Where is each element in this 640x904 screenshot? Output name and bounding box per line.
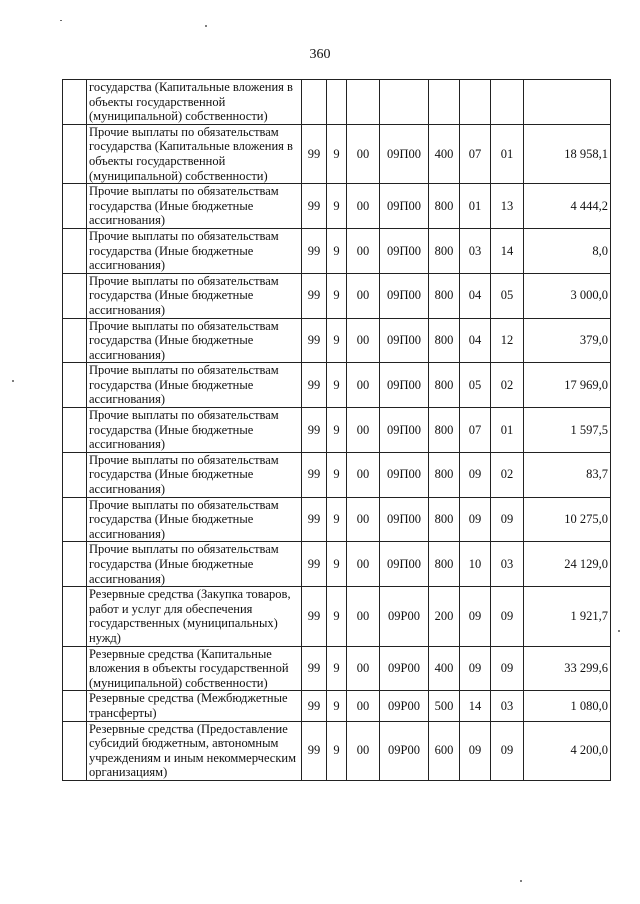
table-row (63, 80, 611, 125)
row-blank-cell (63, 691, 87, 721)
row-code-cell-c7: 02 (491, 452, 524, 497)
row-name-cell: Резервные средства (Закупка товаров, работ и услуг для обеспечения государственных (муниципальных) нужд) (87, 587, 302, 646)
row-code-cell-c5 (429, 80, 460, 125)
table-row (63, 587, 611, 646)
row-code-cell-c6: 10 (460, 542, 491, 587)
row-code-cell-c4: 09П00 (380, 184, 429, 229)
row-blank-cell (63, 452, 87, 497)
row-sum-cell: 4 200,0 (524, 721, 611, 780)
row-code-cell-c1: 99 (302, 542, 327, 587)
row-code-cell-c6: 03 (460, 228, 491, 273)
row-blank-cell (63, 228, 87, 273)
row-code-cell-c1: 99 (302, 721, 327, 780)
row-blank-cell (63, 80, 87, 125)
row-name-cell: Резервные средства (Предоставление субсидий бюджетным, автономным учреждениям и иным некоммерческим организациям) (87, 721, 302, 780)
row-code-cell-c3: 00 (347, 184, 380, 229)
row-sum-cell: 17 969,0 (524, 363, 611, 408)
row-code-cell-c3: 00 (347, 497, 380, 542)
row-code-cell-c2: 9 (327, 452, 347, 497)
row-code-cell-c5: 800 (429, 408, 460, 453)
table-row (63, 363, 611, 408)
row-code-cell-c4: 09П00 (380, 273, 429, 318)
row-code-cell-c6: 14 (460, 691, 491, 721)
row-blank-cell (63, 497, 87, 542)
row-blank-cell (63, 587, 87, 646)
row-code-cell-c5: 800 (429, 542, 460, 587)
row-name-cell: Прочие выплаты по обязательствам государства (Иные бюджетные ассигнования) (87, 452, 302, 497)
table-row (63, 184, 611, 229)
row-code-cell-c3: 00 (347, 452, 380, 497)
row-code-cell-c5: 500 (429, 691, 460, 721)
row-code-cell-c1: 99 (302, 228, 327, 273)
row-code-cell-c4: 09Р00 (380, 646, 429, 691)
row-code-cell-c4: 09П00 (380, 542, 429, 587)
row-blank-cell (63, 408, 87, 453)
row-sum-cell: 3 000,0 (524, 273, 611, 318)
row-sum-cell (524, 80, 611, 125)
row-code-cell-c1: 99 (302, 124, 327, 183)
table-row (63, 691, 611, 721)
row-name-cell: Прочие выплаты по обязательствам государства (Иные бюджетные ассигнования) (87, 184, 302, 229)
row-code-cell-c6: 09 (460, 721, 491, 780)
scan-speck (60, 20, 62, 21)
row-code-cell-c6: 04 (460, 318, 491, 363)
row-code-cell-c3: 00 (347, 721, 380, 780)
row-code-cell-c7: 09 (491, 721, 524, 780)
row-code-cell-c6 (460, 80, 491, 125)
row-code-cell-c3: 00 (347, 408, 380, 453)
row-code-cell-c7: 12 (491, 318, 524, 363)
row-code-cell-c6: 09 (460, 452, 491, 497)
row-code-cell-c2: 9 (327, 363, 347, 408)
row-code-cell-c6: 01 (460, 184, 491, 229)
row-code-cell-c4: 09Р00 (380, 691, 429, 721)
row-code-cell-c3: 00 (347, 318, 380, 363)
row-code-cell-c2: 9 (327, 228, 347, 273)
row-code-cell-c3: 00 (347, 691, 380, 721)
row-code-cell-c6: 09 (460, 587, 491, 646)
row-code-cell-c2: 9 (327, 497, 347, 542)
scan-speck (205, 25, 207, 27)
row-code-cell-c5: 800 (429, 363, 460, 408)
row-code-cell-c7 (491, 80, 524, 125)
row-code-cell-c7: 02 (491, 363, 524, 408)
row-blank-cell (63, 184, 87, 229)
row-code-cell-c7: 01 (491, 408, 524, 453)
row-code-cell-c2: 9 (327, 273, 347, 318)
scan-speck (12, 380, 14, 382)
row-code-cell-c3: 00 (347, 646, 380, 691)
table-row (63, 273, 611, 318)
budget-table (62, 79, 611, 781)
row-code-cell-c7: 03 (491, 542, 524, 587)
row-name-cell: Прочие выплаты по обязательствам государства (Иные бюджетные ассигнования) (87, 497, 302, 542)
row-code-cell-c2: 9 (327, 408, 347, 453)
row-code-cell-c7: 01 (491, 124, 524, 183)
row-code-cell-c4: 09П00 (380, 124, 429, 183)
table-row (63, 408, 611, 453)
row-blank-cell (63, 318, 87, 363)
row-code-cell-c5: 200 (429, 587, 460, 646)
row-code-cell-c1: 99 (302, 646, 327, 691)
row-name-cell: Прочие выплаты по обязательствам государства (Иные бюджетные ассигнования) (87, 228, 302, 273)
table-row (63, 542, 611, 587)
row-name-cell: Прочие выплаты по обязательствам государства (Иные бюджетные ассигнования) (87, 408, 302, 453)
row-code-cell-c6: 09 (460, 497, 491, 542)
row-code-cell-c3: 00 (347, 587, 380, 646)
row-code-cell-c5: 800 (429, 318, 460, 363)
row-code-cell-c7: 14 (491, 228, 524, 273)
row-code-cell-c4: 09П00 (380, 318, 429, 363)
row-code-cell-c3: 00 (347, 273, 380, 318)
row-code-cell-c2: 9 (327, 646, 347, 691)
row-sum-cell: 33 299,6 (524, 646, 611, 691)
row-code-cell-c1: 99 (302, 318, 327, 363)
row-sum-cell: 1 921,7 (524, 587, 611, 646)
row-name-cell: Резервные средства (Капитальные вложения в объекты государственной (муниципальной) собственности) (87, 646, 302, 691)
row-code-cell-c2: 9 (327, 721, 347, 780)
row-code-cell-c4 (380, 80, 429, 125)
table-row (63, 318, 611, 363)
row-name-cell: Прочие выплаты по обязательствам государства (Иные бюджетные ассигнования) (87, 273, 302, 318)
row-blank-cell (63, 363, 87, 408)
row-sum-cell: 24 129,0 (524, 542, 611, 587)
row-code-cell-c6: 04 (460, 273, 491, 318)
row-blank-cell (63, 273, 87, 318)
row-code-cell-c1: 99 (302, 497, 327, 542)
row-code-cell-c7: 09 (491, 646, 524, 691)
row-code-cell-c5: 800 (429, 497, 460, 542)
row-code-cell-c7: 09 (491, 497, 524, 542)
row-blank-cell (63, 124, 87, 183)
row-code-cell-c5: 800 (429, 228, 460, 273)
row-code-cell-c5: 400 (429, 124, 460, 183)
table-body (63, 80, 611, 781)
row-code-cell-c1: 99 (302, 452, 327, 497)
table-row (63, 452, 611, 497)
row-code-cell-c2: 9 (327, 124, 347, 183)
row-code-cell-c1: 99 (302, 363, 327, 408)
scan-speck (520, 880, 522, 882)
row-code-cell-c6: 07 (460, 124, 491, 183)
row-code-cell-c5: 400 (429, 646, 460, 691)
row-code-cell-c2: 9 (327, 318, 347, 363)
row-sum-cell: 10 275,0 (524, 497, 611, 542)
row-code-cell-c3: 00 (347, 363, 380, 408)
row-sum-cell: 8,0 (524, 228, 611, 273)
table-row (63, 721, 611, 780)
row-code-cell-c3: 00 (347, 542, 380, 587)
row-code-cell-c7: 13 (491, 184, 524, 229)
page-number: 360 (309, 47, 331, 62)
row-name-cell: Резервные средства (Межбюджетные трансферты) (87, 691, 302, 721)
row-name-cell: Прочие выплаты по обязательствам государства (Иные бюджетные ассигнования) (87, 318, 302, 363)
row-code-cell-c6: 05 (460, 363, 491, 408)
row-code-cell-c4: 09П00 (380, 228, 429, 273)
row-sum-cell: 18 958,1 (524, 124, 611, 183)
row-code-cell-c5: 800 (429, 184, 460, 229)
row-code-cell-c2: 9 (327, 542, 347, 587)
table-row (63, 497, 611, 542)
row-code-cell-c3 (347, 80, 380, 125)
row-code-cell-c6: 07 (460, 408, 491, 453)
row-sum-cell: 1 080,0 (524, 691, 611, 721)
table-row (63, 646, 611, 691)
row-code-cell-c6: 09 (460, 646, 491, 691)
row-sum-cell: 1 597,5 (524, 408, 611, 453)
row-code-cell-c1: 99 (302, 184, 327, 229)
row-code-cell-c7: 09 (491, 587, 524, 646)
row-name-cell: Прочие выплаты по обязательствам государства (Иные бюджетные ассигнования) (87, 363, 302, 408)
row-code-cell-c3: 00 (347, 124, 380, 183)
scan-speck (618, 630, 620, 632)
row-code-cell-c1: 99 (302, 587, 327, 646)
row-blank-cell (63, 542, 87, 587)
row-code-cell-c5: 600 (429, 721, 460, 780)
row-code-cell-c5: 800 (429, 452, 460, 497)
row-code-cell-c4: 09П00 (380, 408, 429, 453)
row-code-cell-c2: 9 (327, 691, 347, 721)
row-name-cell: государства (Капитальные вложения в объекты государственной (муниципальной) собственности) (87, 80, 302, 125)
row-code-cell-c4: 09П00 (380, 363, 429, 408)
row-sum-cell: 4 444,2 (524, 184, 611, 229)
row-code-cell-c4: 09П00 (380, 452, 429, 497)
row-code-cell-c2: 9 (327, 587, 347, 646)
row-code-cell-c2 (327, 80, 347, 125)
table-row (63, 124, 611, 183)
row-blank-cell (63, 721, 87, 780)
row-code-cell-c7: 03 (491, 691, 524, 721)
row-sum-cell: 83,7 (524, 452, 611, 497)
row-code-cell-c3: 00 (347, 228, 380, 273)
row-code-cell-c1: 99 (302, 408, 327, 453)
row-sum-cell: 379,0 (524, 318, 611, 363)
row-blank-cell (63, 646, 87, 691)
row-code-cell-c4: 09П00 (380, 497, 429, 542)
row-code-cell-c1 (302, 80, 327, 125)
row-code-cell-c1: 99 (302, 273, 327, 318)
row-code-cell-c4: 09Р00 (380, 721, 429, 780)
table-row (63, 228, 611, 273)
row-code-cell-c2: 9 (327, 184, 347, 229)
row-code-cell-c4: 09Р00 (380, 587, 429, 646)
row-code-cell-c7: 05 (491, 273, 524, 318)
row-name-cell: Прочие выплаты по обязательствам государства (Иные бюджетные ассигнования) (87, 542, 302, 587)
row-code-cell-c1: 99 (302, 691, 327, 721)
row-name-cell: Прочие выплаты по обязательствам государства (Капитальные вложения в объекты государственной (муниципальной) собственности) (87, 124, 302, 183)
row-code-cell-c5: 800 (429, 273, 460, 318)
